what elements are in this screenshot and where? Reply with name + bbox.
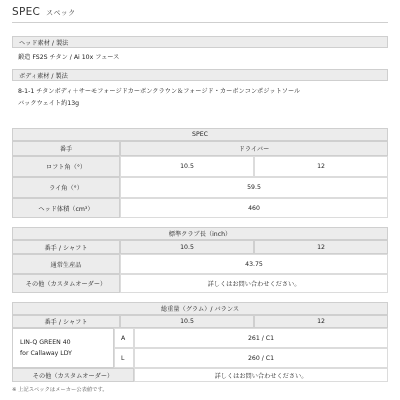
shaft-name-line2: for Callaway LDY: [20, 350, 72, 357]
length-row-value: 詳しくはお問い合わせください。: [120, 274, 388, 293]
spec-row-value: 460: [120, 198, 388, 218]
weight-col-head: 10.5: [120, 315, 254, 328]
shaft-name-cell: [12, 328, 114, 368]
weight-table-header: 総重量（グラム）/ バランス: [12, 302, 388, 315]
body-material-line2: バックウェイト約13g: [18, 100, 80, 107]
weight-custom-value: 詳しくはお問い合わせください。: [134, 368, 388, 382]
weight-col-label: 番手 / シャフト: [12, 315, 120, 328]
weight-row-value: 261 / C1: [134, 328, 388, 348]
spec-row-label: ヘッド体積（cm³）: [12, 198, 120, 218]
flex-label: A: [114, 328, 134, 348]
length-row-value: 43.75: [120, 254, 388, 274]
spec-table-header: SPEC: [12, 128, 388, 141]
length-col-head: 10.5: [120, 240, 254, 254]
length-col-head: 12: [254, 240, 388, 254]
flex-label: L: [114, 348, 134, 368]
spec-col-value: ドライバー: [120, 141, 388, 156]
head-material-label: ヘッド素材 / 製法: [12, 36, 388, 48]
spec-col-label: 番手: [12, 141, 120, 156]
spec-row-label: ライ角（°）: [12, 177, 120, 198]
weight-custom-label: その他（カスタムオーダー）: [12, 368, 134, 382]
page-title-main: SPEC: [12, 6, 41, 18]
footnote: ※ 上記スペックはメーカー公表値です。: [12, 387, 108, 393]
body-material-label: ボディ素材 / 製法: [12, 69, 388, 81]
spec-row-value: 10.5: [120, 156, 254, 177]
spec-row-label: ロフト角（°）: [12, 156, 120, 177]
weight-col-head: 12: [254, 315, 388, 328]
shaft-name-line1: LIN-Q GREEN 40: [20, 339, 71, 346]
spec-row-value: 12: [254, 156, 388, 177]
weight-row-value: 260 / C1: [134, 348, 388, 368]
length-col-label: 番手 / シャフト: [12, 240, 120, 254]
page-title: [12, 6, 75, 18]
spec-row-value: 59.5: [120, 177, 388, 198]
length-table-header: 標準クラブ長（inch）: [12, 227, 388, 240]
body-material-line1: 8-1-1 チタンボディ＋サーモフォージドカーボンクラウン＆フォージド・カーボンコンポジットソール: [18, 88, 301, 95]
title-divider: [12, 22, 388, 23]
length-row-label: その他（カスタムオーダー）: [12, 274, 120, 293]
length-row-label: 通常生産品: [12, 254, 120, 274]
page-title-sub: スペック: [46, 9, 76, 17]
head-material-value: 鍛造 FS2S チタン / Ai 10x フェース: [18, 54, 120, 61]
